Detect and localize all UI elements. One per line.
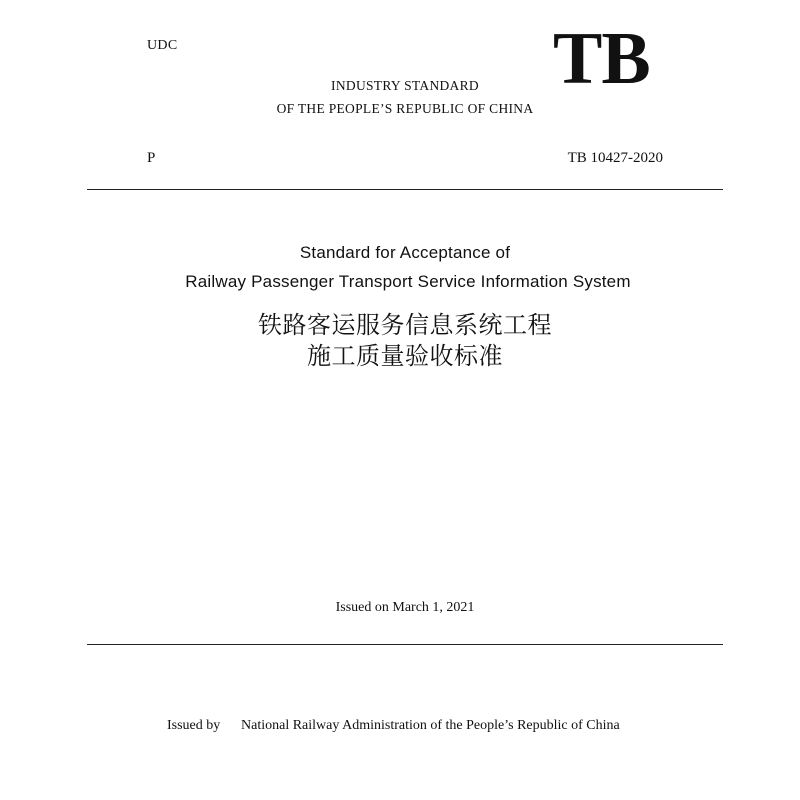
issuing-body-line-2: OF THE PEOPLE’S REPUBLIC OF CHINA: [276, 101, 534, 116]
chinese-title-line-1: 铁路客运服务信息系统工程: [258, 312, 552, 339]
bottom-divider: [87, 644, 723, 645]
top-divider: [87, 189, 723, 190]
udc-label: UDC: [147, 38, 178, 53]
issuing-authority: National Railway Administration of the People’s Republic of China: [241, 718, 620, 733]
standard-number: TB 10427-2020: [567, 150, 663, 166]
classification-code: P: [147, 150, 156, 166]
english-title-line-2: Railway Passenger Transport Service Information System: [185, 272, 631, 291]
issuing-body-line-1: INDUSTRY STANDARD: [331, 78, 479, 93]
issued-by-label: Issued by: [167, 718, 221, 733]
issue-date: Issued on March 1, 2021: [335, 600, 475, 615]
chinese-title-line-2: 施工质量验收标准: [307, 343, 503, 370]
english-title-line-1: Standard for Acceptance of: [299, 243, 511, 262]
tb-logo: TB: [553, 18, 650, 100]
